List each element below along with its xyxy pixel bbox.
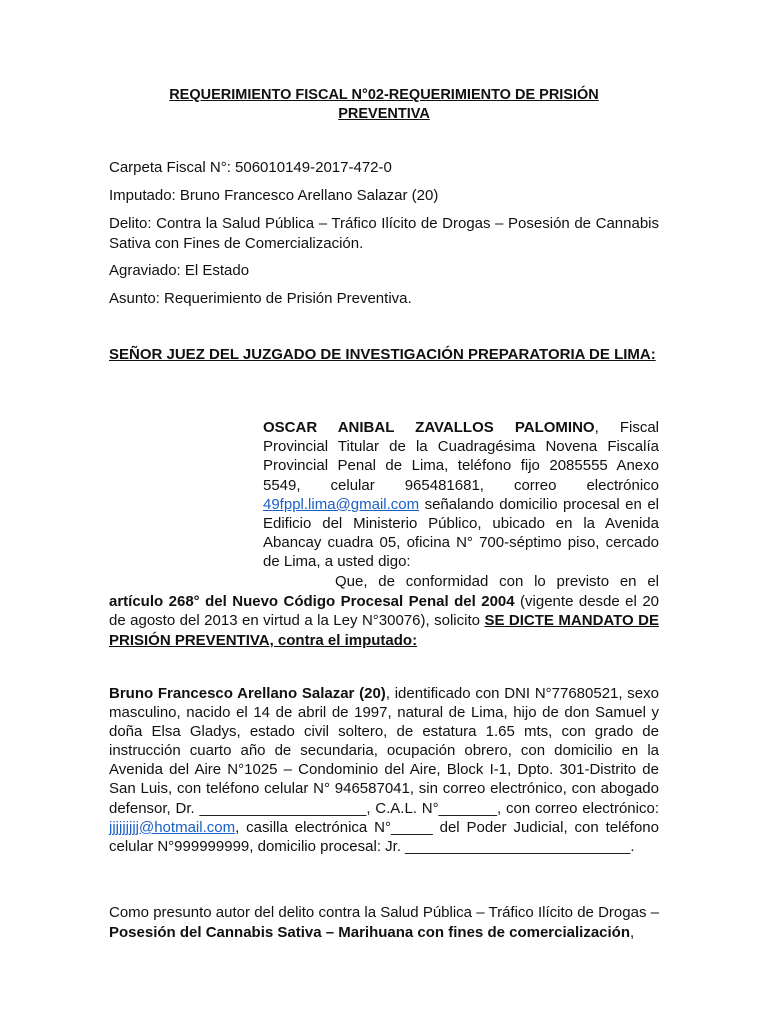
addressee-heading: SEÑOR JUEZ DEL JUZGADO DE INVESTIGACIÓN PREPARATORIA DE LIMA: — [109, 346, 656, 363]
fiscal-email-link[interactable]: 49fppl.lima@gmail.com — [263, 495, 420, 513]
fiscal-text-1: , Fiscal Provincial Titular de la Cuadragésima Novena Fiscalía Provincial Penal de Lima, teléfono fijo 2085555 Anexo 5549, celular 965481681, correo electrónico — [263, 419, 659, 494]
presunto-bold: Posesión del Cannabis Sativa – Marihuana con fines de comercialización — [109, 923, 631, 941]
imputado-email-link[interactable]: jjjjjjjjj@hotmail.com — [109, 818, 236, 836]
fiscal-paragraph — [263, 418, 659, 572]
presunto-text-1: Como presunto autor del delito contra la Salud Pública – Tráfico Ilícito de Drogas – — [109, 904, 659, 921]
fiscal-name: OSCAR ANIBAL ZAVALLOS PALOMINO — [263, 419, 595, 436]
que-paragraph — [109, 572, 659, 650]
presunto-text-2: , — [630, 923, 635, 941]
que-mandato: SE DICTE MANDATO DE PRISIÓN PREVENTIVA, contra el imputado: — [109, 612, 659, 649]
fiscal-text-2: señalando domicilio procesal en el Edificio del Ministerio Público, ubicado en la Avenida Abancay cuadra 05, oficina N° 700-séptimo piso, cercado de Lima, a usted digo: — [263, 495, 659, 571]
agraviado-line: Agraviado: El Estado — [109, 262, 250, 279]
carpeta-fiscal: Carpeta Fiscal N°: 506010149-2017-472-0 — [109, 159, 392, 176]
imputado-text-2: , casilla electrónica N°_____ del Poder Judicial, con teléfono celular N°999999999, domicilio procesal: Jr. ___________________________. — [109, 818, 659, 855]
asunto-line: Asunto: Requerimiento de Prisión Preventiva. — [109, 290, 412, 307]
presunto-paragraph — [109, 903, 659, 942]
que-text-2: (vigente desde el 20 de agosto del 2013 en virtud a la Ley N°30076), solicito — [109, 592, 659, 629]
title-line-2: PREVENTIVA — [338, 106, 430, 122]
imputado-text-1: , identificado con DNI N°77680521, sexo masculino, nacido el 14 de abril de 1997, natural de Lima, hijo de don Samuel y doña Elsa Gladys, estado civil soltero, de estatura 1.65 mts, con grado de instrucción cuarto año de secundaria, ocupación obrero, con domicilio en la Avenida del Aire N°1025 – Condominio del Aire, Block I-1, Dpto. 301-Distrito de San Luis, con teléfono celular N° 946587041, sin correo electrónico, con abogado defensor, Dr. ____________________, C.A.L. N°_______, con correo electrónico: — [109, 685, 659, 817]
imputado-name: Bruno Francesco Arellano Salazar (20) — [109, 685, 386, 702]
imputado-paragraph — [109, 684, 659, 856]
que-text-1: Que, de conformidad con lo previsto en el — [335, 573, 659, 590]
title-line-1: REQUERIMIENTO FISCAL N°02-REQUERIMIENTO DE PRISIÓN — [169, 87, 599, 103]
document-title — [120, 86, 648, 124]
delito-line: Delito: Contra la Salud Pública – Tráfico Ilícito de Drogas – Posesión de Cannabis Sativa con Fines de Comercialización. — [109, 215, 659, 252]
que-article: artículo 268° del Nuevo Código Procesal Penal del 2004 — [109, 592, 515, 610]
imputado-line: Imputado: Bruno Francesco Arellano Salazar (20) — [109, 187, 439, 204]
